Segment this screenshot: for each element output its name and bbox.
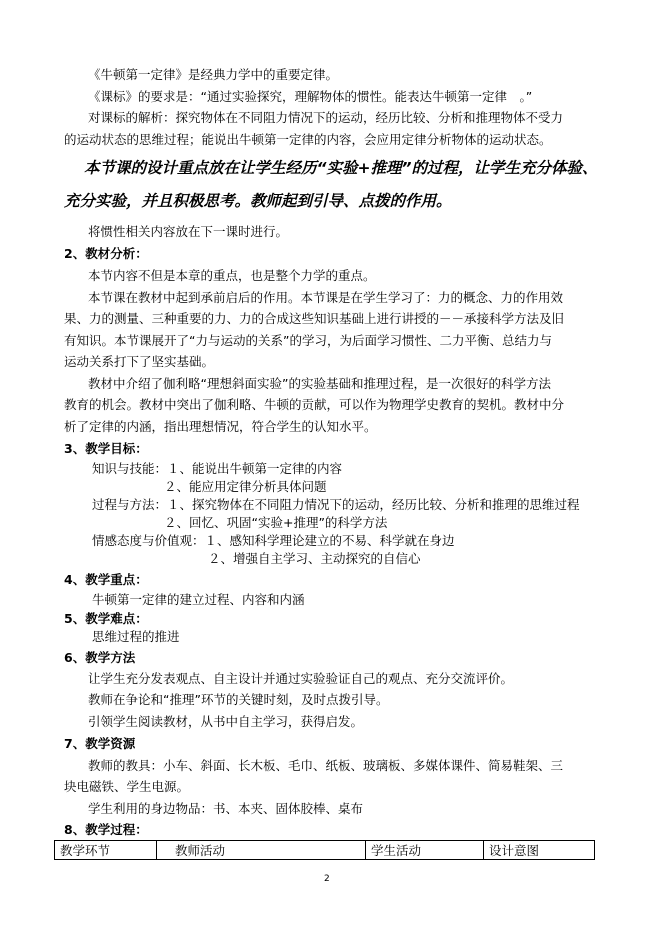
paragraph-line: 有知识。本节课展开了“力与运动的关系”的学习，为后面学习惯性、二力平衡、总结力与 <box>64 333 552 348</box>
table-header-cell: 教学环节 <box>55 841 157 860</box>
goal-line: 知识与技能：１、能说出牛顿第一定律的内容 <box>92 461 343 476</box>
emphasis-line: 充分实验，并且积极思考。教师起到引导、点拨的作用。 <box>64 192 452 210</box>
paragraph-line: 教师在争论和“推理”环节的关键时刻，及时点拨引导。 <box>88 692 389 707</box>
paragraph-line: 果、力的测量、三种重要的力、力的合成这些知识基础上进行讲授的－－承接科学方法及旧 <box>64 311 565 326</box>
table-header-cell: 教师活动 <box>157 841 366 860</box>
goal-line: ２、增强自主学习、主动探究的自信心 <box>208 551 421 566</box>
page-number: 2 <box>324 874 330 884</box>
paragraph-line: 教育的机会。教材中突出了伽利略、牛顿的贡献，可以作为物理学史教育的契机。教材中分 <box>64 397 565 412</box>
section-heading: 3、教学目标： <box>64 441 148 456</box>
paragraph-line: 让学生充分发表观点、自主设计并通过实验验证自己的观点、充分交流评价。 <box>88 671 514 686</box>
goal-line: 过程与方法：１、探究物体在不同阻力情况下的运动，经历比较、分析和推理的思维过程 <box>92 497 580 512</box>
paragraph-line: 运动关系打下了坚实基础。 <box>64 354 215 369</box>
table-header-cell: 设计意图 <box>484 841 595 860</box>
paragraph-line: 《课标》的要求是：“通过实验探究，理解物体的惯性。能表达牛顿第一定律 。” <box>88 89 533 104</box>
paragraph-line: 引领学生阅读教材，从书中自主学习，获得启发。 <box>88 714 364 729</box>
teaching-process-table <box>54 840 595 860</box>
paragraph-line: 《牛顿第一定律》是经典力学中的重要定律。 <box>88 67 339 82</box>
paragraph-line: 块电磁铁、学生电源。 <box>64 779 190 794</box>
section-heading: 5、教学难点： <box>64 611 148 626</box>
paragraph-line: 的运动状态的思维过程；能说出牛顿第一定律的内容，会应用定律分析物体的运动状态。 <box>64 132 552 147</box>
paragraph-line: 教师的教具：小车、斜面、长木板、毛巾、纸板、玻璃板、多媒体课件、简易鞋架、三 <box>88 758 564 773</box>
section-heading: 2、教材分析： <box>64 246 148 261</box>
goal-line: ２、回忆、巩固“实验+推理”的科学方法 <box>164 515 388 530</box>
paragraph-line: 本节课在教材中起到承前启后的作用。本节课是在学生学习了：力的概念、力的作用效 <box>88 290 564 305</box>
paragraph-line: 对课标的解析：探究物体在不同阻力情况下的运动，经历比较、分析和推理物体不受力 <box>88 110 564 125</box>
table-header-cell: 学生活动 <box>366 841 484 860</box>
section-heading: 7、教学资源 <box>64 736 136 751</box>
paragraph-line: 学生利用的身边物品：书、本夹、固体胶棒、桌布 <box>88 801 364 816</box>
paragraph-line: 思维过程的推进 <box>92 629 180 644</box>
paragraph-line: 将惯性相关内容放在下一课时进行。 <box>88 224 289 239</box>
table-header-row <box>55 841 595 860</box>
paragraph-line: 本节内容不但是本章的重点，也是整个力学的重点。 <box>88 268 376 283</box>
section-heading: 6、教学方法 <box>64 650 136 665</box>
paragraph-line: 牛顿第一定律的建立过程、内容和内涵 <box>92 592 305 607</box>
paragraph-line: 教材中介绍了伽利略“理想斜面实验”的实验基础和推理过程，是一次很好的科学方法 <box>88 376 551 391</box>
goal-line: ２、能应用定律分析具体问题 <box>164 479 327 494</box>
section-heading: 4、教学重点： <box>64 572 148 587</box>
goal-line: 情感态度与价值观：１、感知科学理论建立的不易、科学就在身边 <box>92 533 455 548</box>
section-heading: 8、教学过程： <box>64 822 148 837</box>
emphasis-line: 本节课的设计重点放在让学生经历“实验+推理”的过程，让学生充分体验、 <box>84 159 598 177</box>
paragraph-line: 析了定律的内涵，指出理想情况，符合学生的认知水平。 <box>64 419 377 434</box>
